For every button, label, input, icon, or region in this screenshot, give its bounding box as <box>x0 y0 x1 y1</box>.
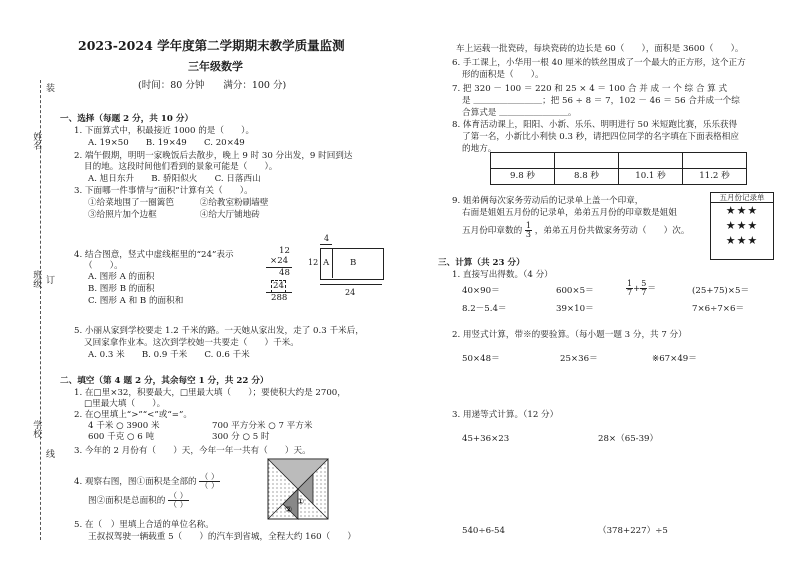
r-q9-c <box>462 222 689 239</box>
calc-1-item-3-eq: ＝ <box>647 284 656 294</box>
calc-1-item-4: (25+75)×5＝ <box>692 286 750 296</box>
q2-2-text: 2. 在○里填上“>”“<”或“=”。 <box>74 410 192 420</box>
q2-1-text-b: □里最大填（ ）。 <box>84 399 166 409</box>
calc-2-item-1: 50×48＝ <box>462 354 500 364</box>
calc-2-title: 2. 用竖式计算，带※的要验算。（每小题一题 3 分，共 7 分） <box>452 330 687 340</box>
q2-4-b-label: 图②面积是总面积的 <box>88 496 166 506</box>
r-q9-c-rest: ，弟弟五月份共做家务劳动（ ）次。 <box>534 226 690 236</box>
q2-2-item-2a: 600 千克 ○ 6 吨 <box>88 432 155 442</box>
one-third-fraction <box>525 222 532 239</box>
frac-den: 3 <box>525 230 531 239</box>
time-cell: 10.1 秒 <box>619 169 683 185</box>
q1-2-text-b: 目的地。这段时间他们看到的景象可能是（ ）。 <box>84 162 278 172</box>
race-names-row <box>491 153 747 169</box>
calc-3-item-1: 45+36×23 <box>462 434 510 444</box>
fig-divider <box>332 248 333 278</box>
q1-5-text-a: 5. 小丽从家到学校要走 1.2 千米的路。一天她从家出发，走了 0.3 千米后， <box>74 326 364 336</box>
q2-4-a-label: 4. 观察右图，图①面积是全部的 <box>74 477 197 487</box>
margin-class-label: 班级 <box>31 270 42 288</box>
q2-2-item-1a: 4 千米 ○ 3900 米 <box>88 421 160 431</box>
q1-5-options: A. 0.3 米 B. 0.9 千米 C. 0.6 千米 <box>88 350 250 360</box>
calc-3-item-4: （378+227）÷5 <box>598 526 668 536</box>
race-table <box>490 152 747 185</box>
r-q9-c-label: 五月份印章数的 <box>462 226 523 236</box>
q2-2-item-2b: 300 分 ○ 5 时 <box>212 432 270 442</box>
frac-num: 1 <box>525 221 531 230</box>
r-q6-b: 形的面积是（ ）。 <box>462 70 544 80</box>
calc-2-item-2: 25×36＝ <box>560 354 598 364</box>
r-q8-b: 了第一名，小新比小利快 0.3 秒，请把四位同学的名字填在下面表格相应 <box>462 132 739 142</box>
vm-line-5: 288 <box>271 293 288 303</box>
q2-3-text: 3. 今年的 2 月份有（ ）天，今年一年一共有（ ）天。 <box>74 446 311 456</box>
calc-3-item-2: 28×（65-39） <box>598 434 659 444</box>
margin-school-label: 学校 <box>31 420 42 438</box>
q2-5-text-b: 王叔叔驾驶一辆载重 5（ ）的汽车到省城，全程大约 160（ ） <box>88 532 356 542</box>
vm-line-1: 12 <box>279 246 290 256</box>
margin-xian: 线 <box>46 450 56 460</box>
q1-4-text: 4. 结合图意，竖式中虚线框里的“24”表示 <box>74 250 234 260</box>
calc-1-title: 1. 直接写出得数。（4 分） <box>452 270 553 280</box>
fig-label-a: A <box>323 258 330 268</box>
q1-3-options-1: ①给菜地围了一圈篱笆 ②给教室粉刷墙壁 <box>88 198 269 208</box>
frac-den: （ ） <box>200 481 219 490</box>
name-cell[interactable] <box>619 153 683 169</box>
frac-den: 7 <box>627 288 633 297</box>
tangram-label-2: ② <box>285 505 293 514</box>
q1-2-text-a: 2. 端午假期，明明一家晚饭后去散步，晚上 9 时 30 分出发，9 时回到达 <box>74 151 353 161</box>
calc-1-item-3: $\frac{1}{7}$ + $\frac{5}{7}$ ＝ <box>627 279 656 297</box>
fig-width-24: 24 <box>345 288 356 297</box>
r-q8-c: 的地方。 <box>462 144 497 154</box>
r-q6-a: 6. 手工课上，小华用一根 40 厘米的铁丝围成了一个最大的正方形，这个正方 <box>452 58 746 68</box>
q1-1-text: 1. 下面算式中，积最接近 1000 的是（ ）。 <box>74 126 255 136</box>
fig-height-12: 12 <box>308 258 319 267</box>
vm-line-3: 48 <box>279 268 290 278</box>
q1-5-text-b: 又回家拿作业本。这次到学校她一共要走（ ）千米。 <box>84 338 299 348</box>
r-line-1: 车上运载一批瓷砖，每块瓷砖的边长是 60（ ），面积是 3600（ ）。 <box>456 44 744 54</box>
section-2-heading: 二、填空（第 4 题 2 分，其余每空 1 分，共 22 分） <box>60 376 269 386</box>
section-3-heading: 三、计算（共 23 分） <box>438 258 525 268</box>
calc-3-item-3: 540÷6-54 <box>462 526 505 536</box>
frac-num: （ ） <box>200 472 219 481</box>
frac-num: 1 <box>627 279 633 288</box>
calc-1-item-6: 39×10＝ <box>556 304 594 314</box>
stamp-card-title: 五月份记录单 <box>711 193 773 203</box>
q2-4-text-b <box>88 492 189 509</box>
vm-line-2: ×24 <box>270 256 289 266</box>
q1-1-options: A. 19×50 B. 19×49 C. 20×49 <box>88 138 245 148</box>
frac-num: 5 <box>641 279 647 288</box>
r-q7-b: 是 ＿＿＿＿＿＿＿＿；把 56 ÷ 8 ＝ 7，102 － 46 ＝ 56 合并成一个综 <box>462 96 740 106</box>
exam-time-info: (时间：80 分钟 满分：100 分) <box>138 80 287 91</box>
q2-4-a-fraction <box>199 473 220 490</box>
r-q7-a: 7. 把 320 － 100 ＝ 220 和 25 × 4 ＝ 100 合 并 成 一 个 综 合 算 式 <box>452 84 728 94</box>
frac-den: 7 <box>641 288 647 297</box>
race-times-row <box>491 169 747 185</box>
vm-dashed-24: 24 <box>273 281 284 291</box>
time-cell: 8.8 秒 <box>555 169 619 185</box>
name-cell[interactable] <box>555 153 619 169</box>
calc-1-item-1: 40×90＝ <box>462 286 500 296</box>
section-1-heading: 一、选择（每题 2 分，共 10 分） <box>60 114 194 124</box>
q1-4-option-b: B. 图形 B 的面积 <box>88 284 155 294</box>
stamp-record-card <box>710 192 774 260</box>
stamp-row-3: ★★★ <box>725 234 759 248</box>
exam-title: 2023-2024 学年度第二学期期末教学质量监测 <box>78 38 345 53</box>
fig-brace-4 <box>320 244 332 245</box>
fig-brace-24 <box>320 284 382 285</box>
calc-3-title: 3. 用递等式计算。（12 分） <box>452 410 559 420</box>
name-cell[interactable] <box>683 153 747 169</box>
r-q9-b: 右面是姐姐五月份的记录单，弟弟五月份的印章数是姐姐 <box>462 208 677 218</box>
calc-1-item-5: 8.2－5.4＝ <box>462 304 507 314</box>
calc-1-item-8: 7×6÷7×6＝ <box>692 304 745 314</box>
q2-4-text-a <box>74 473 220 490</box>
name-cell[interactable] <box>491 153 555 169</box>
stamp-row-2: ★★★ <box>725 219 759 233</box>
q2-4-b-fraction <box>168 492 189 509</box>
tangram-figure <box>267 458 329 520</box>
q2-1-text-a: 1. 在□里×32，积要最大，□里最大填（ ）；要使积大约是 2700， <box>74 388 346 398</box>
q1-3-text: 3. 下面哪一件事情与“面积”计算有关（ ）。 <box>74 186 253 196</box>
r-q9-a: 9. 姐弟俩每次家务劳动后的记录单上盖一个印章， <box>452 196 644 206</box>
time-cell: 11.2 秒 <box>683 169 747 185</box>
fraction-1-7 <box>626 280 633 297</box>
q1-4-option-c: C. 图形 A 和 B 的面积和 <box>88 296 184 306</box>
stamp-row-1: ★★★ <box>725 204 759 218</box>
q1-4-option-a: A. 图形 A 的面积 <box>88 272 155 282</box>
exam-subject: 三年级数学 <box>188 60 243 73</box>
calc-2-item-3: ※67×49＝ <box>652 354 697 364</box>
q1-2-options: A. 旭日东升 B. 骄阳似火 C. 日落西山 <box>88 174 261 184</box>
margin-name-label: 姓名 <box>31 132 42 150</box>
time-cell: 9.8 秒 <box>491 169 555 185</box>
calc-1-item-2: 600×5＝ <box>556 286 594 296</box>
r-q8-a: 8. 体育活动课上，阳阳、小新、乐乐、明明进行 50 米短跑比赛，乐乐获得 <box>452 120 738 130</box>
frac-den: （ ） <box>169 500 188 509</box>
q1-4-suffix: （ ）。 <box>84 261 123 271</box>
margin-zhuang: 装 <box>46 84 56 94</box>
q2-2-item-1b: 700 平方分米 ○ 7 平方米 <box>212 421 313 431</box>
fig-label-b: B <box>350 258 357 268</box>
fig-width-4: 4 <box>324 234 330 243</box>
margin-ding: 订 <box>46 276 56 286</box>
r-q7-c: 合算式是 ＿＿＿＿＿＿＿＿。 <box>462 108 577 118</box>
tangram-label-1: ① <box>297 497 305 506</box>
q2-5-text: 5. 在（ ）里填上合适的单位名称。 <box>74 520 214 530</box>
frac-num: （ ） <box>169 491 188 500</box>
q1-3-options-2: ③给照片加个边框 ④给大厅铺地砖 <box>88 210 260 220</box>
